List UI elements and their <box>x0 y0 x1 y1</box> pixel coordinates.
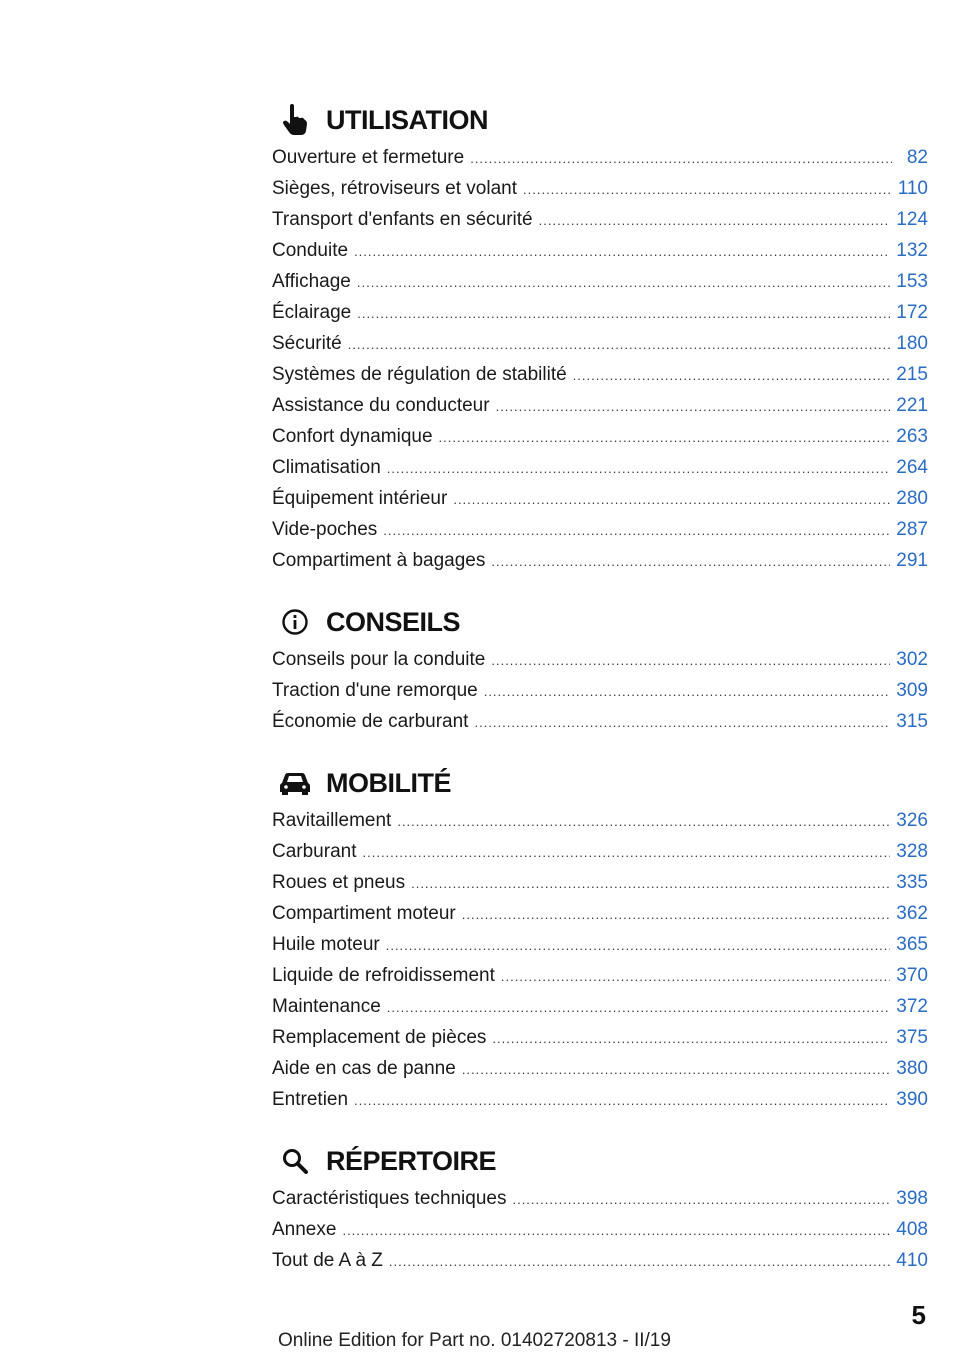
toc-entry[interactable] <box>272 1084 928 1115</box>
dot-leader <box>496 391 891 422</box>
toc-entry[interactable] <box>272 644 928 675</box>
entry-label: Vide-poches <box>272 519 378 540</box>
entry-label: Sièges, rétroviseurs et volant <box>272 178 518 199</box>
hand-pointer-icon <box>274 103 316 137</box>
toc-entry[interactable] <box>272 1183 928 1214</box>
toc-entry[interactable] <box>272 359 928 390</box>
entry-page-link[interactable]: 375 <box>896 1027 928 1048</box>
toc-entry[interactable] <box>272 991 928 1022</box>
dot-leader <box>342 1215 890 1246</box>
entry-label: Assistance du conducteur <box>272 395 490 416</box>
dot-leader <box>474 707 890 738</box>
toc-entry[interactable] <box>272 1053 928 1084</box>
section-repertoire <box>272 1141 928 1276</box>
entry-label: Maintenance <box>272 996 381 1017</box>
entry-label: Transport d'enfants en sécurité <box>272 209 533 230</box>
dot-leader <box>354 236 890 267</box>
entry-page-link[interactable]: 328 <box>896 841 928 862</box>
toc-entry[interactable] <box>272 960 928 991</box>
entry-label: Tout de A à Z <box>272 1250 383 1271</box>
dot-leader <box>453 484 890 515</box>
dot-leader <box>573 360 891 391</box>
dot-leader <box>523 174 892 205</box>
toc-entry[interactable] <box>272 173 928 204</box>
entry-page-link[interactable]: 110 <box>897 178 928 199</box>
toc-entry[interactable] <box>272 545 928 576</box>
toc-entry[interactable] <box>272 836 928 867</box>
toc-entry[interactable] <box>272 204 928 235</box>
section-heading <box>272 1141 928 1181</box>
dot-leader <box>512 1184 890 1215</box>
entry-page-link[interactable]: 315 <box>896 711 928 732</box>
dot-leader <box>357 298 890 329</box>
toc-entry[interactable] <box>272 142 928 173</box>
entry-page-link[interactable]: 153 <box>896 271 928 292</box>
entry-page-link[interactable]: 335 <box>896 872 928 893</box>
section-heading <box>272 602 928 642</box>
toc-entry[interactable] <box>272 266 928 297</box>
entry-page-link[interactable]: 372 <box>896 996 928 1017</box>
entry-label: Sécurité <box>272 333 342 354</box>
toc-entry[interactable] <box>272 390 928 421</box>
entry-page-link[interactable]: 309 <box>896 680 928 701</box>
entry-page-link[interactable]: 365 <box>896 934 928 955</box>
dot-leader <box>411 868 890 899</box>
entry-page-link[interactable]: 180 <box>896 333 928 354</box>
entry-label: Équipement intérieur <box>272 488 448 509</box>
entry-label: Remplacement de pièces <box>272 1027 487 1048</box>
dot-leader <box>439 422 891 453</box>
entry-label: Liquide de refroidissement <box>272 965 495 986</box>
entry-label: Climatisation <box>272 457 381 478</box>
dot-leader <box>383 515 890 546</box>
entry-label: Huile moteur <box>272 934 380 955</box>
entry-page-link[interactable]: 263 <box>896 426 928 447</box>
toc-entry[interactable] <box>272 898 928 929</box>
entry-label: Aide en cas de panne <box>272 1058 456 1079</box>
entry-page-link[interactable]: 390 <box>896 1089 928 1110</box>
entry-page-link[interactable]: 302 <box>896 649 928 670</box>
entry-label: Conduite <box>272 240 349 261</box>
entry-page-link[interactable]: 408 <box>896 1219 928 1240</box>
dot-leader <box>492 1023 890 1054</box>
toc-entry[interactable] <box>272 1214 928 1245</box>
toc-entry[interactable] <box>272 235 928 266</box>
page-number: 5 <box>911 1300 926 1330</box>
entry-label: Économie de carburant <box>272 711 469 732</box>
dot-leader <box>501 961 890 992</box>
section-title: RÉPERTOIRE <box>326 1145 497 1176</box>
entry-page-link[interactable]: 264 <box>896 457 928 478</box>
info-circle-icon <box>274 605 316 639</box>
entry-page-link[interactable]: 380 <box>896 1058 928 1079</box>
table-of-contents <box>272 100 928 1302</box>
section-conseils <box>272 602 928 737</box>
entry-label: Annexe <box>272 1219 337 1240</box>
entry-label: Compartiment moteur <box>272 903 456 924</box>
toc-entry[interactable] <box>272 867 928 898</box>
toc-entry[interactable] <box>272 514 928 545</box>
dot-leader <box>354 1085 890 1116</box>
toc-entry[interactable] <box>272 1022 928 1053</box>
toc-entry[interactable] <box>272 452 928 483</box>
entry-label: Traction d'une remorque <box>272 680 478 701</box>
section-mobilite <box>272 763 928 1115</box>
toc-entry[interactable] <box>272 297 928 328</box>
entry-label: Compartiment à bagages <box>272 550 486 571</box>
toc-entry[interactable] <box>272 1245 928 1276</box>
entry-label: Ouverture et fermeture <box>272 147 465 168</box>
entry-page-link[interactable]: 280 <box>896 488 928 509</box>
toc-entry[interactable] <box>272 328 928 359</box>
entry-page-link[interactable]: 370 <box>896 965 928 986</box>
entry-label: Systèmes de régulation de stabilité <box>272 364 567 385</box>
dot-leader <box>363 837 891 868</box>
dot-leader <box>539 205 891 236</box>
toc-entry[interactable] <box>272 675 928 706</box>
dot-leader <box>462 1054 890 1085</box>
entry-page-link[interactable]: 291 <box>896 550 928 571</box>
entry-page-link[interactable]: 362 <box>896 903 928 924</box>
dot-leader <box>484 676 891 707</box>
entry-page-link[interactable]: 221 <box>896 395 928 416</box>
section-title: UTILISATION <box>326 104 488 135</box>
entry-label: Entretien <box>272 1089 349 1110</box>
footer-edition-text: Online Edition for Part no. 01402720813 - II/19 <box>278 1330 671 1351</box>
search-icon <box>274 1144 316 1178</box>
toc-entry[interactable] <box>272 421 928 452</box>
dot-leader <box>397 806 890 837</box>
entry-page-link[interactable]: 326 <box>896 810 928 831</box>
entry-page-link[interactable]: 410 <box>896 1250 928 1271</box>
dot-leader <box>389 1246 890 1277</box>
entry-label: Caractéristiques techniques <box>272 1188 507 1209</box>
toc-entry[interactable] <box>272 805 928 836</box>
section-heading <box>272 100 928 140</box>
entry-page-link[interactable]: 287 <box>896 519 928 540</box>
entry-label: Éclairage <box>272 302 352 323</box>
entry-label: Confort dynamique <box>272 426 433 447</box>
entry-label: Conseils pour la conduite <box>272 649 486 670</box>
dot-leader <box>348 329 891 360</box>
dot-leader <box>491 546 890 577</box>
dot-leader <box>386 930 891 961</box>
entry-page-link[interactable]: 398 <box>896 1188 928 1209</box>
section-utilisation <box>272 100 928 576</box>
toc-entry[interactable] <box>272 706 928 737</box>
entry-page-link[interactable]: 132 <box>896 240 928 261</box>
dot-leader <box>491 645 890 676</box>
entry-label: Roues et pneus <box>272 872 406 893</box>
entry-page-link[interactable]: 124 <box>896 209 928 230</box>
section-heading <box>272 763 928 803</box>
entry-page-link[interactable]: 215 <box>896 364 928 385</box>
section-title: CONSEILS <box>326 606 461 637</box>
dot-leader <box>462 899 891 930</box>
entry-label: Ravitaillement <box>272 810 392 831</box>
dot-leader <box>470 143 892 174</box>
toc-entry[interactable] <box>272 929 928 960</box>
entry-page-link[interactable]: 82 <box>906 147 928 168</box>
entry-label: Affichage <box>272 271 351 292</box>
section-title: MOBILITÉ <box>326 767 451 798</box>
dot-leader <box>357 267 890 298</box>
car-icon <box>274 766 316 800</box>
dot-leader <box>387 453 891 484</box>
toc-entry[interactable] <box>272 483 928 514</box>
dot-leader <box>387 992 891 1023</box>
entry-label: Carburant <box>272 841 357 862</box>
entry-page-link[interactable]: 172 <box>896 302 928 323</box>
